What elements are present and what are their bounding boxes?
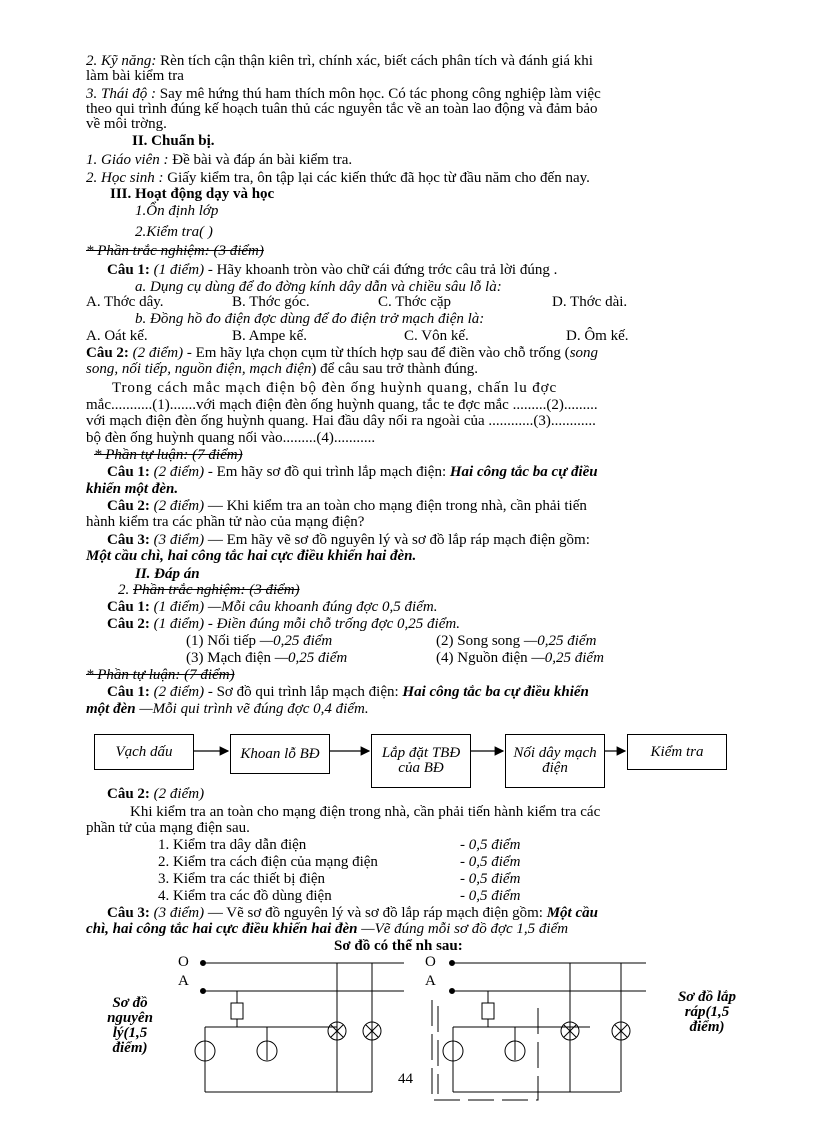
- document-page: 2. Kỹ năng: Rèn tích cận thận kiên trì, chính xác, biết cách phân tích và đánh giá khi làm bài kiểm tra 3. Thái độ : Say mê hứng thú ham thích môn học. Có tác phong công nghiệp làm việc theo qui trình đúng kế hoạch tuân thủ các nguyên tắc về an toàn lao động và đảm bảo về môi trờng. II. Chuẩn bị. 1. Giáo viên : Đề bài và đáp án bài kiểm tra. 2. Học sinh : Giấy kiểm tra, ôn tập lại các kiến thức đã học từ đầu năm cho đến nay. III. Hoạt động dạy và học 1.Ổn định lớp 2.Kiểm tra( ) * Phần trắc nghiệm: (3 điểm) Câu 1: (1 điểm) - Hãy khoanh tròn vào chữ cái đứng trớc câu trả lời đúng . a. Dụng cụ dùng để đo đờng kính dây dẫn và chiều sâu lỗ là: A. Thớc dây. B. Thớc góc. C. Thớc cặp D. Thớc dài. b. Đồng hồ đo điện đợc dùng để đo điện trở mạch điện là: A. Oát kế. B. Ampe kế. C. Vôn kế. D. Ôm kế. Câu 2: (2 điểm) - Em hãy lựa chọn cụm từ thích hợp sau để điền vào chỗ trống (song song, nối tiếp, nguồn điện, mạch điện) để câu sau trở thành đúng. Trong cách mắc mạch điện bộ đèn ống huỳnh quang, chấn lu đợc mắc...........(1).......với mạch điện đèn ống huỳnh quang, tắc te đợc mắc .........(2)......... với mạch điện đèn ống huỳnh quang. Hai đầu dây nối ra ngoài của ............(3)............ bộ đèn ống huỳnh quang nối vào.........(4)........... * Phần tự luận: (7 điểm) Câu 1: (2 điểm) - Em hãy sơ đồ qui trình lắp mạch điện: Hai công tắc ba cự điều khiển một đèn. Câu 2: (2 điểm) — Khi kiểm tra an toàn cho mạng điện trong nhà, cần phải tiến hành kiểm tra các phần tử nào của mạng điện? Câu 3: (3 điểm) — Em hãy vẽ sơ đồ nguyên lý và sơ đồ lắp ráp mạch điện gồm: Một cầu chì, hai công tắc hai cực điều khiển hai đèn. II. Đáp án 2. Phần trắc nghiệm: (3 điểm) Câu 1: (1 điểm) —Mỗi câu khoanh đúng đợc 0,5 điểm. Câu 2: (1 điểm) - Điền đúng mỗi chỗ trống đợc 0,25 điểm. (1) Nối tiếp —0,25 điểm (2) Song song —0,25 điểm (3) Mạch điện —0,25 điểm (4) Nguồn điện —0,25 điểm * Phần tự luận: (7 điểm) Câu 1: (2 điểm) - Sơ đồ qui trình lắp mạch điện: Hai công tắc ba cự điều khiển một đèn —Mỗi qui trình vẽ đúng đợc 0,4 điểm. Vạch dấu Khoan lỗ BĐ Lắp đặt TBĐ của BĐ Nối dây mạch điện Kiểm tra Câu 2: (2 điểm) Khi kiểm tra an toàn cho mạng điện trong nhà, cần phải tiến hành kiểm tra các phần tử của mạng điện sau. 1. Kiểm tra dây dẫn điện - 0,5 điểm 2. Kiểm tra cách điện của mạng điện - 0,5 điểm 3. Kiểm tra các thiết bị điện - 0,5 điểm 4. Kiểm tra các đồ dùng điện - 0,5 điểm Câu 3: (3 điểm) — Vẽ sơ đồ nguyên lý và sơ đồ lắp ráp mạch điện gồm: Một cầu chì, hai công tắc hai cực điều khiển hai đèn —Vẽ đúng mỗi sơ đồ đợc 1,5 điểm Sơ đồ có thể nh sau: Sơ đồ nguyên lý(1,5 điểm) Sơ đồ lắp ráp(1,5 điểm) O A O A 44: [0, 0, 816, 1123]
- teacher-text: Đề bài và đáp án bài kiểm tra.: [168, 152, 353, 168]
- student-text: Giấy kiểm tra, ôn tập lại các kiến thức đã học từ đầu năm cho đến nay.: [163, 170, 590, 186]
- ae3-bold: Một cầu: [546, 905, 598, 921]
- a2-label: Câu 2:: [107, 616, 150, 632]
- right-O-label: O: [425, 954, 436, 970]
- activity-step-2: 2.Kiểm tra( ): [135, 224, 213, 240]
- ae3-points: (3 điểm): [149, 905, 205, 921]
- fill-answer-4-label: (4) Nguồn điện: [436, 650, 528, 666]
- e-q3-points: (3 điểm): [149, 532, 205, 548]
- a1-text: (1 điểm) —Mỗi câu khoanh đúng đợc 0,5 điểm.: [149, 599, 438, 615]
- q2-text: Em hãy lựa chọn cụm từ thích hợp sau để điền vào chỗ trống (: [191, 345, 570, 361]
- flow-step-2: Khoan lỗ BĐ: [230, 734, 330, 774]
- e-q1-text: Em hãy sơ đồ qui trình lắp mạch điện:: [212, 464, 450, 480]
- attitude-line-3: về môi trờng.: [86, 116, 167, 132]
- page-number: 44: [398, 1071, 413, 1087]
- attitude-text: Say mê hứng thú ham thích môn học. Có tác phong công nghiệp làm việc: [156, 86, 601, 102]
- check-3-points: - 0,5 điểm: [460, 871, 521, 887]
- ae1-points: (2 điểm) -: [149, 684, 213, 700]
- schematic-diagram: [195, 961, 404, 1093]
- ae2-label: Câu 2:: [107, 786, 150, 802]
- q1-points: (1 điểm) -: [149, 262, 213, 278]
- ae2-text-1: Khi kiểm tra an toàn cho mạng điện trong nhà, cần phải tiến hành kiểm tra các: [130, 804, 601, 820]
- e-q1-points: (2 điểm) -: [149, 464, 213, 480]
- left-A-label: A: [178, 973, 189, 989]
- check-2-points: - 0,5 điểm: [460, 854, 521, 870]
- e-q1-label: Câu 1:: [107, 464, 150, 480]
- fill-line-1: Trong cách mắc mạch điện bộ đèn ống huỳnh quang, chấn lu đợc: [112, 380, 558, 396]
- fill-answer-1-points: —0,25 điểm: [255, 633, 333, 649]
- check-3: 3. Kiểm tra các thiết bị điện: [158, 871, 326, 887]
- teacher-label: 1. Giáo viên :: [86, 152, 169, 168]
- q2-words-1: song: [569, 345, 599, 361]
- check-1-points: - 0,5 điểm: [460, 837, 521, 853]
- check-2: 2. Kiểm tra cách điện của mạng điện: [158, 854, 378, 870]
- q1-text: Hãy khoanh tròn vào chữ cái đứng trớc câu trả lời đúng .: [212, 262, 558, 278]
- ae1-bold: Hai công tắc ba cự điều khiển: [402, 684, 589, 700]
- ae3-bold-2: chì, hai công tắc hai cực điều khiển hai đèn: [86, 921, 358, 937]
- e-q3-text: — Em hãy vẽ sơ đồ nguyên lý và sơ đồ lắp ráp mạch điện gồm:: [204, 532, 590, 548]
- fill-line-2: mắc...........(1).......với mạch điện đèn ống huỳnh quang, tắc te đợc mắc .........(2).........: [86, 397, 598, 413]
- q2-end: ) để câu sau trở thành đúng.: [311, 361, 479, 377]
- flow-step-3: Lắp đặt TBĐ của BĐ: [371, 734, 471, 788]
- q1-part-b: b. Đồng hồ đo điện đợc dùng để đo điện trở mạch điện là:: [135, 311, 485, 327]
- attitude-label: 3. Thái độ :: [86, 86, 157, 102]
- a2-text: (1 điểm) - Điền đúng mỗi chỗ trống đợc 0,25 điểm.: [149, 616, 460, 632]
- ae1-bold-2: một đèn: [86, 701, 136, 717]
- flow-step-1: Vạch dấu: [94, 734, 194, 770]
- e-q3-bold: Một cầu chì, hai công tắc hai cực điều khiển hai đèn.: [86, 548, 417, 564]
- q2-words-2: song, nối tiếp, nguồn điện, mạch điện: [86, 361, 312, 377]
- ae1-tail: —Mỗi qui trình vẽ đúng đợc 0,4 điểm.: [135, 701, 369, 717]
- e-q1-bold: Hai công tắc ba cự điều: [449, 464, 598, 480]
- fill-answer-2-points: —0,25 điểm: [520, 633, 597, 649]
- check-1: 1. Kiểm tra dây dẫn điện: [158, 837, 307, 853]
- answer-mc-title: Phần trắc nghiệm: (3 điểm): [133, 582, 300, 598]
- fill-answer-4-points: —0,25 điểm: [527, 650, 604, 666]
- ae3-label: Câu 3:: [107, 905, 150, 921]
- e-q3-label: Câu 3:: [107, 532, 150, 548]
- fill-answer-2-label: (2) Song song: [436, 633, 521, 649]
- activity-step-1: 1.Ổn định lớp: [135, 203, 219, 219]
- attitude-line-2: theo qui trình đúng kế hoạch tuân thủ các nguyên tắc về an toàn lao động và đảm bảo: [86, 101, 598, 117]
- left-O-label: O: [178, 954, 189, 970]
- ae3-text: — Vẽ sơ đồ nguyên lý và sơ đồ lắp ráp mạch điện gồm:: [204, 905, 547, 921]
- essay-heading: * Phần tự luận: (7 điểm): [94, 447, 243, 463]
- flow-step-4: Nối dây mạch điện: [505, 734, 605, 788]
- e-q2-text-2: hành kiểm tra các phần tử nào của mạng điện?: [86, 514, 365, 530]
- fill-answer-3-points: —0,25 điểm: [270, 650, 348, 666]
- activity-heading: III. Hoạt động dạy và học: [110, 186, 275, 202]
- skill-text: Rèn tích cận thận kiên trì, chính xác, biết cách phân tích và đánh giá khi: [156, 53, 593, 69]
- right-A-label: A: [425, 973, 436, 989]
- q2-label: Câu 2:: [86, 345, 129, 361]
- prep-heading: II. Chuẩn bị.: [132, 133, 215, 149]
- ae2-points: (2 điểm): [149, 786, 205, 802]
- answer-mc-num: 2.: [118, 582, 133, 598]
- ae1-label: Câu 1:: [107, 684, 150, 700]
- skill-line-2: làm bài kiểm tra: [86, 68, 184, 84]
- e-q2-text: — Khi kiểm tra an toàn cho mạng điện trong nhà, cần phải tiến: [204, 498, 587, 514]
- fill-answer-3-label: (3) Mạch điện: [186, 650, 271, 666]
- fill-line-4: bộ đèn ống huỳnh quang nối vào.........(4)...........: [86, 430, 376, 446]
- mc-heading: * Phần trắc nghiệm: (3 điểm): [86, 243, 264, 259]
- ae2-text-2: phần tử của mạng điện sau.: [86, 820, 250, 836]
- skill-label: 2. Kỹ năng:: [86, 53, 157, 69]
- answer-essay-heading: * Phần tự luận: (7 điểm): [86, 667, 235, 683]
- fill-answer-1-label: (1) Nối tiếp: [186, 633, 256, 649]
- e-q2-label: Câu 2:: [107, 498, 150, 514]
- q1-label: Câu 1:: [107, 262, 150, 278]
- wiring-label: Sơ đồ lắp ráp(1,5 điểm): [677, 989, 737, 1035]
- schematic-label: Sơ đồ nguyên lý(1,5 điểm): [107, 995, 153, 1056]
- student-label: 2. Học sinh :: [86, 170, 164, 186]
- check-4-points: - 0,5 điểm: [460, 888, 521, 904]
- wiring-diagram: [432, 961, 646, 1101]
- diagram-title: Sơ đồ có thể nh sau:: [334, 938, 463, 954]
- e-q1-bold-2: khiển một đèn.: [86, 481, 179, 497]
- a1-label: Câu 1:: [107, 599, 150, 615]
- flow-step-5: Kiểm tra: [627, 734, 727, 770]
- ae3-tail: —Vẽ đúng mỗi sơ đồ đợc 1,5 điểm: [357, 921, 569, 937]
- q1-part-a: a. Dụng cụ dùng để đo đờng kính dây dẫn và chiều sâu lỗ là:: [135, 279, 502, 295]
- answer-heading: II. Đáp án: [135, 566, 200, 582]
- check-4: 4. Kiểm tra các đồ dùng điện: [158, 888, 332, 904]
- fill-line-3: với mạch điện đèn ống huỳnh quang. Hai đầu dây nối ra ngoài của ............(3)............: [86, 413, 596, 429]
- e-q2-points: (2 điểm): [149, 498, 205, 514]
- q2-points: (2 điểm) -: [128, 345, 192, 361]
- ae1-text: Sơ đồ qui trình lắp mạch điện:: [212, 684, 403, 700]
